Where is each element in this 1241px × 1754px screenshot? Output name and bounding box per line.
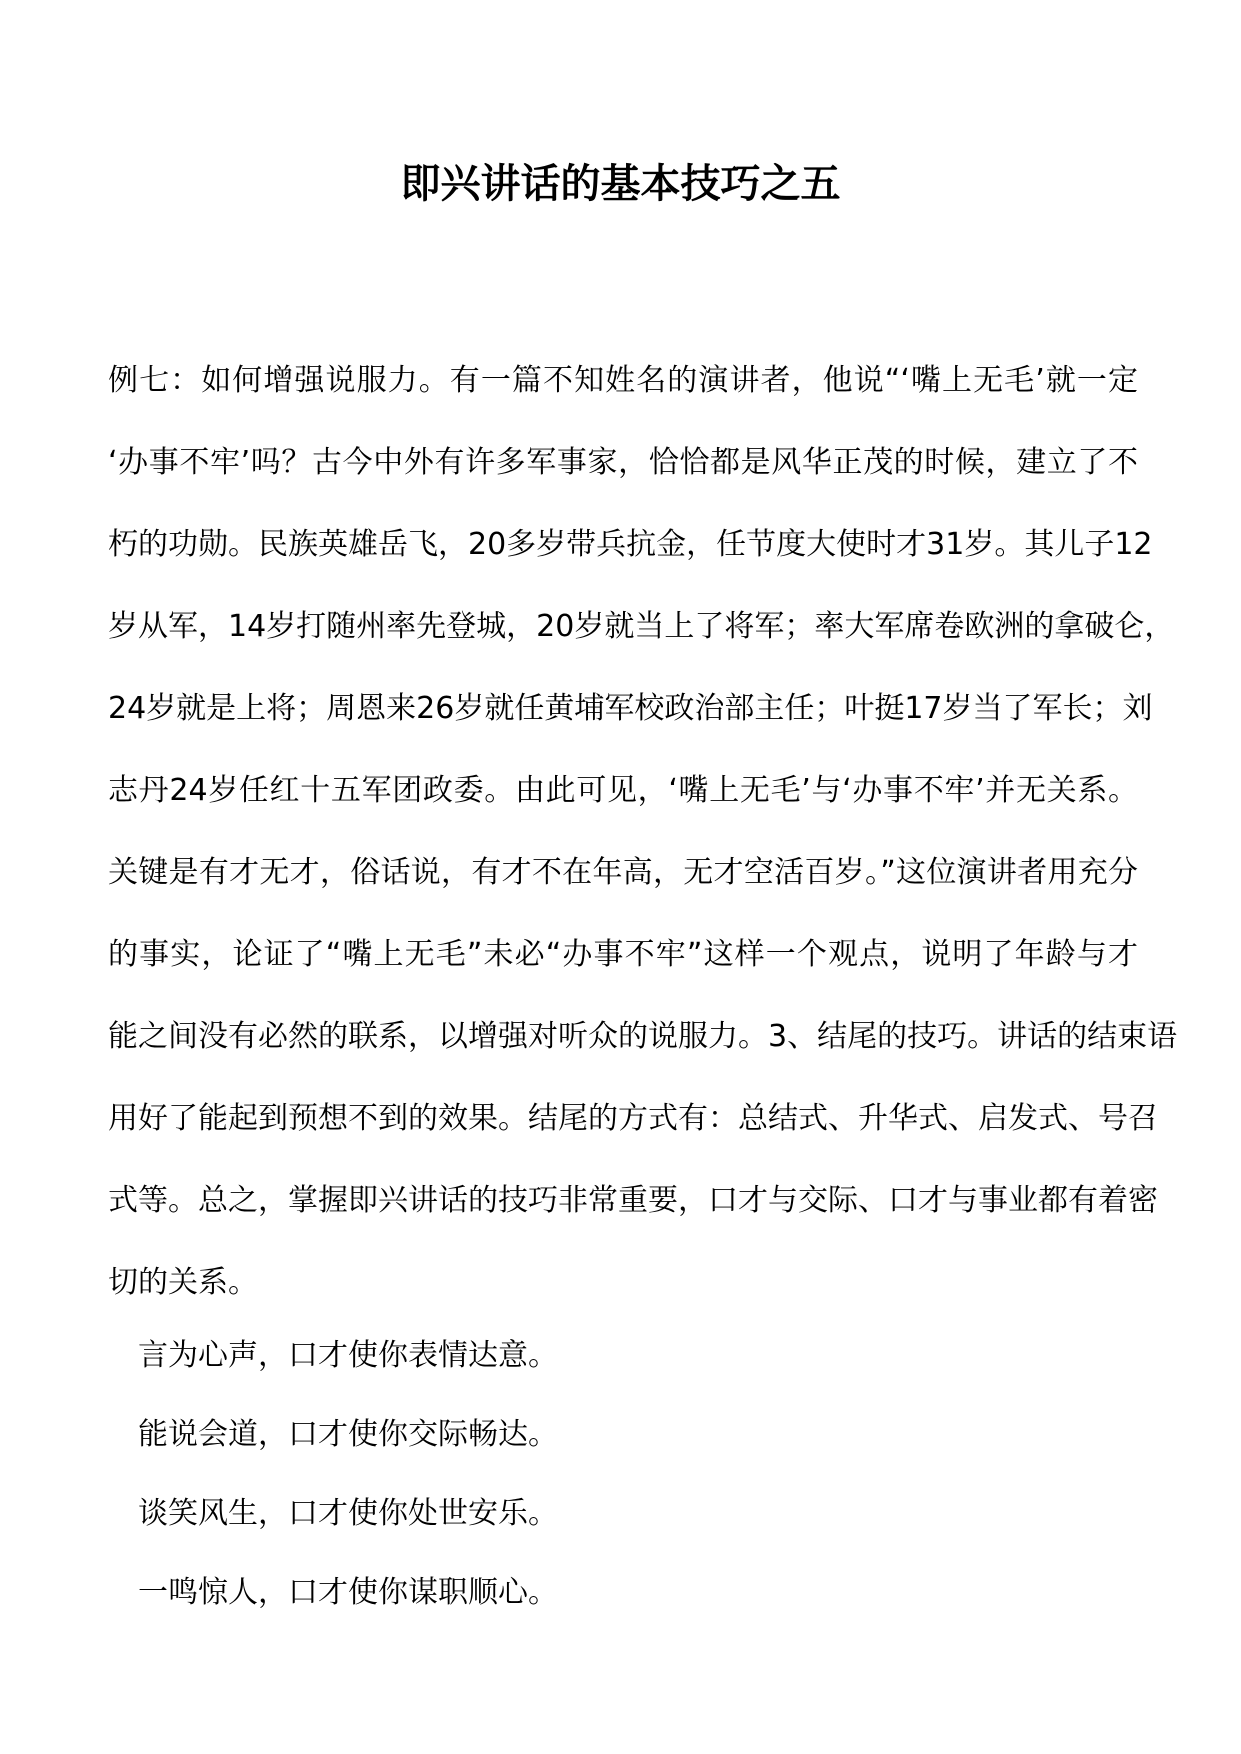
verse-line: 谈笑风生，口才使你处世安乐。 [138,1496,558,1531]
paragraph-line: 例七：如何增强说服力。有一篇不知姓名的演讲者，他说“‘嘴上无毛’就一定 [108,363,1138,398]
body-paragraph [108,340,1178,1324]
paragraph-line: 切的关系。 [108,1265,258,1300]
verse-line: 能说会道，口才使你交际畅达。 [138,1417,558,1452]
verse-line: 一鸣惊人，口才使你谋职顺心。 [138,1575,558,1610]
paragraph-line: 24岁就是上将；周恩来26岁就任黄埔军校政治部主任；叶挺17岁当了军长；刘 [108,691,1153,726]
paragraph-line: ‘办事不牢’吗？古今中外有许多军事家，恰恰都是风华正茂的时候，建立了不 [108,445,1138,480]
paragraph-line: 用好了能起到预想不到的效果。结尾的方式有：总结式、升华式、启发式、号召 [108,1101,1158,1136]
paragraph-line: 的事实，论证了“嘴上无毛”未必“办事不牢”这样一个观点，说明了年龄与才 [108,937,1138,972]
verse-list [108,1316,1138,1632]
paragraph-line: 能之间没有必然的联系，以增强对听众的说服力。3、结尾的技巧。讲话的结束语 [108,1019,1178,1054]
paragraph-line: 关键是有才无才，俗话说，有才不在年高，无才空活百岁。”这位演讲者用充分 [108,855,1138,890]
verse-line: 言为心声，口才使你表情达意。 [138,1338,558,1373]
paragraph-line: 岁从军，14岁打随州率先登城，20岁就当上了将军；率大军席卷欧洲的拿破仑， [108,609,1175,644]
paragraph-line: 式等。总之，掌握即兴讲话的技巧非常重要，口才与交际、口才与事业都有着密 [108,1183,1158,1218]
document-title: 即兴讲话的基本技巧之五 [400,160,841,207]
paragraph-line: 朽的功勋。民族英雄岳飞，20多岁带兵抗金，任节度大使时才31岁。其儿子12 [108,527,1153,562]
paragraph-line: 志丹24岁任红十五军团政委。由此可见，‘嘴上无毛’与‘办事不牢’并无关系。 [108,773,1138,808]
